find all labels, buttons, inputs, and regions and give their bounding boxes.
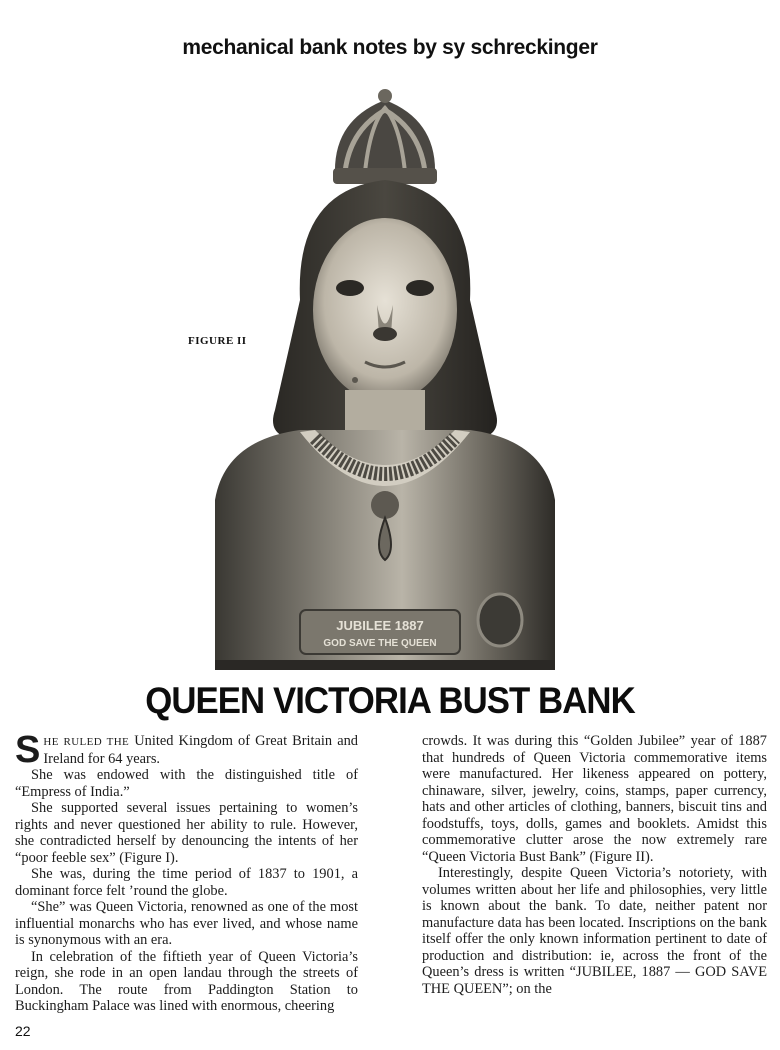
lead-smallcaps: HE RULED THE — [43, 736, 130, 748]
paragraph: She was, during the time period of 1837 to 1901, a dominant force felt ’round the globe. — [15, 866, 358, 899]
page-header: mechanical bank notes by sy schreckinger — [182, 36, 598, 59]
paragraph: In celebration of the fiftieth year of Queen Victoria’s reign, she rode in an open landau through the streets of London. The route from Paddington Station to Buckingham Palace was lined with enormous, cheering — [15, 948, 358, 1014]
article-title: QUEEN VICTORIA BUST BANK — [145, 680, 635, 721]
article-column-right — [422, 733, 767, 997]
crown — [333, 89, 437, 184]
plaque-line2: GOD SAVE THE QUEEN — [323, 638, 437, 649]
bust-bank-photo — [205, 80, 585, 680]
paragraph — [15, 729, 359, 771]
figure-label: FIGURE II — [188, 335, 247, 347]
page-number: 22 — [15, 1023, 31, 1039]
face — [313, 218, 457, 402]
plaque-line1: JUBILEE 1887 — [336, 618, 424, 633]
paragraph: Interestingly, despite Queen Victoria’s notoriety, with volumes written about her life and philosophies, very little is known about the bank. To date, neither patent nor manufacture data has been located. Inscriptions on the bank itself offer the only known information pertinent to date of production and distribution: ie, across the front of the Queen’s dress is written “JUBILEE, 1887 — GOD SAVE THE QUEEN”; on the — [422, 865, 767, 997]
paragraph-text: United Kingdom of Great Britain and Ireland for 64 years. — [43, 733, 359, 767]
paragraph: She supported several issues pertaining to women’s rights and never questioned her ability to rule. However, she contradicted herself by denouncing the intents of her “poor feeble sex” (Figure I). — [15, 800, 358, 866]
drop-cap: S — [15, 729, 41, 771]
paragraph: She was endowed with the distinguished title of “Empress of India.” — [15, 767, 358, 800]
article-column-left — [15, 729, 359, 1015]
paragraph: “She” was Queen Victoria, renowned as one of the most influential monarchs who has ever lived, and whose name is synonymous with an era. — [15, 899, 358, 948]
paragraph: crowds. It was during this “Golden Jubilee” year of 1887 that hundreds of Queen Victoria commemorative items were manufactured. Her likeness appeared on pottery, chinaware, silver, jewelry, coins, stamps, paper currency, hats and other articles of clothing, banners, biscuit tins and foodstuffs, toys, dolls, games and booklets. Amidst this commemorative clutter arose the now extremely rare “Queen Victoria Bust Bank” (Figure II). — [422, 733, 767, 865]
